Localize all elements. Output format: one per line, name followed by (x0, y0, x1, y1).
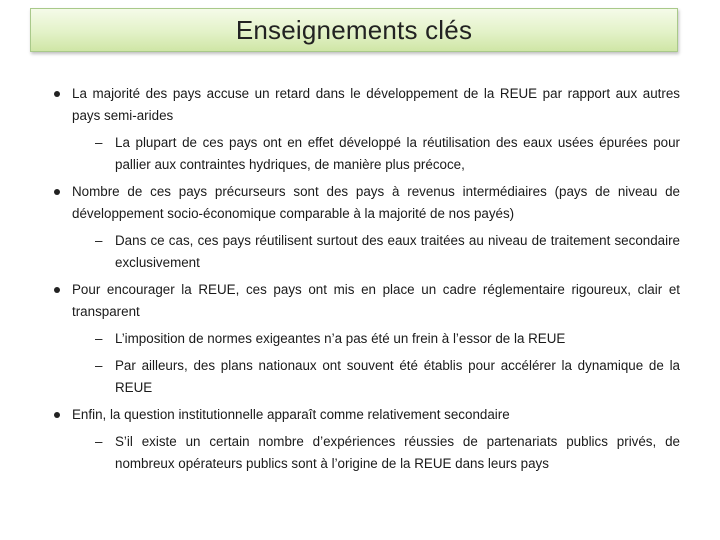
bullet-text: La majorité des pays accuse un retard dans le développement de la REUE par rapport aux autres pays semi-arides (72, 86, 680, 123)
sub-bullet-list (72, 431, 680, 475)
bullet-dot-icon (54, 91, 60, 97)
sub-bullet-item (72, 328, 680, 350)
sub-bullet-list (72, 230, 680, 274)
bullet-dot-icon (54, 287, 60, 293)
sub-bullet-list (72, 132, 680, 176)
bullet-text: Nombre de ces pays précurseurs sont des pays à revenus intermédiaires (pays de niveau de développement socio-économique comparable à la majorité de nos payés) (72, 184, 680, 221)
sub-bullet-item (72, 230, 680, 274)
sub-bullet-list (72, 328, 680, 399)
slide-title: Enseignements clés (235, 14, 473, 45)
dash-icon: – (95, 135, 103, 150)
bullet-dot-icon (54, 189, 60, 195)
bullet-text: Pour encourager la REUE, ces pays ont mis en place un cadre réglementaire rigoureux, clair et transparent (72, 282, 680, 319)
sub-bullet-text: S’il existe un certain nombre d’expériences réussies de partenariats publics privés, de nombreux opérateurs publics sont à l’origine de la REUE dans leurs pays (115, 434, 680, 471)
dash-icon: – (95, 331, 103, 346)
bullet-dot-icon (54, 412, 60, 418)
dash-icon: – (95, 233, 103, 248)
bullet-item (52, 83, 680, 176)
sub-bullet-item (72, 132, 680, 176)
sub-bullet-text: Par ailleurs, des plans nationaux ont souvent été établis pour accélérer la dynamique de la REUE (115, 358, 680, 395)
bullet-list (52, 83, 680, 480)
sub-bullet-text: L’imposition de normes exigeantes n’a pas été un frein à l’essor de la REUE (115, 331, 566, 346)
title-box (30, 8, 678, 52)
sub-bullet-text: Dans ce cas, ces pays réutilisent surtout des eaux traitées au niveau de traitement secondaire exclusivement (115, 233, 680, 270)
sub-bullet-text: La plupart de ces pays ont en effet développé la réutilisation des eaux usées épurées pour pallier aux contraintes hydriques, de manière plus précoce, (115, 135, 680, 172)
bullet-item (52, 181, 680, 274)
bullet-text: Enfin, la question institutionnelle apparaît comme relativement secondaire (72, 407, 510, 422)
sub-bullet-item (72, 355, 680, 399)
bullet-item (52, 404, 680, 475)
dash-icon: – (95, 358, 103, 373)
bullet-item (52, 279, 680, 399)
dash-icon: – (95, 434, 103, 449)
sub-bullet-item (72, 431, 680, 475)
